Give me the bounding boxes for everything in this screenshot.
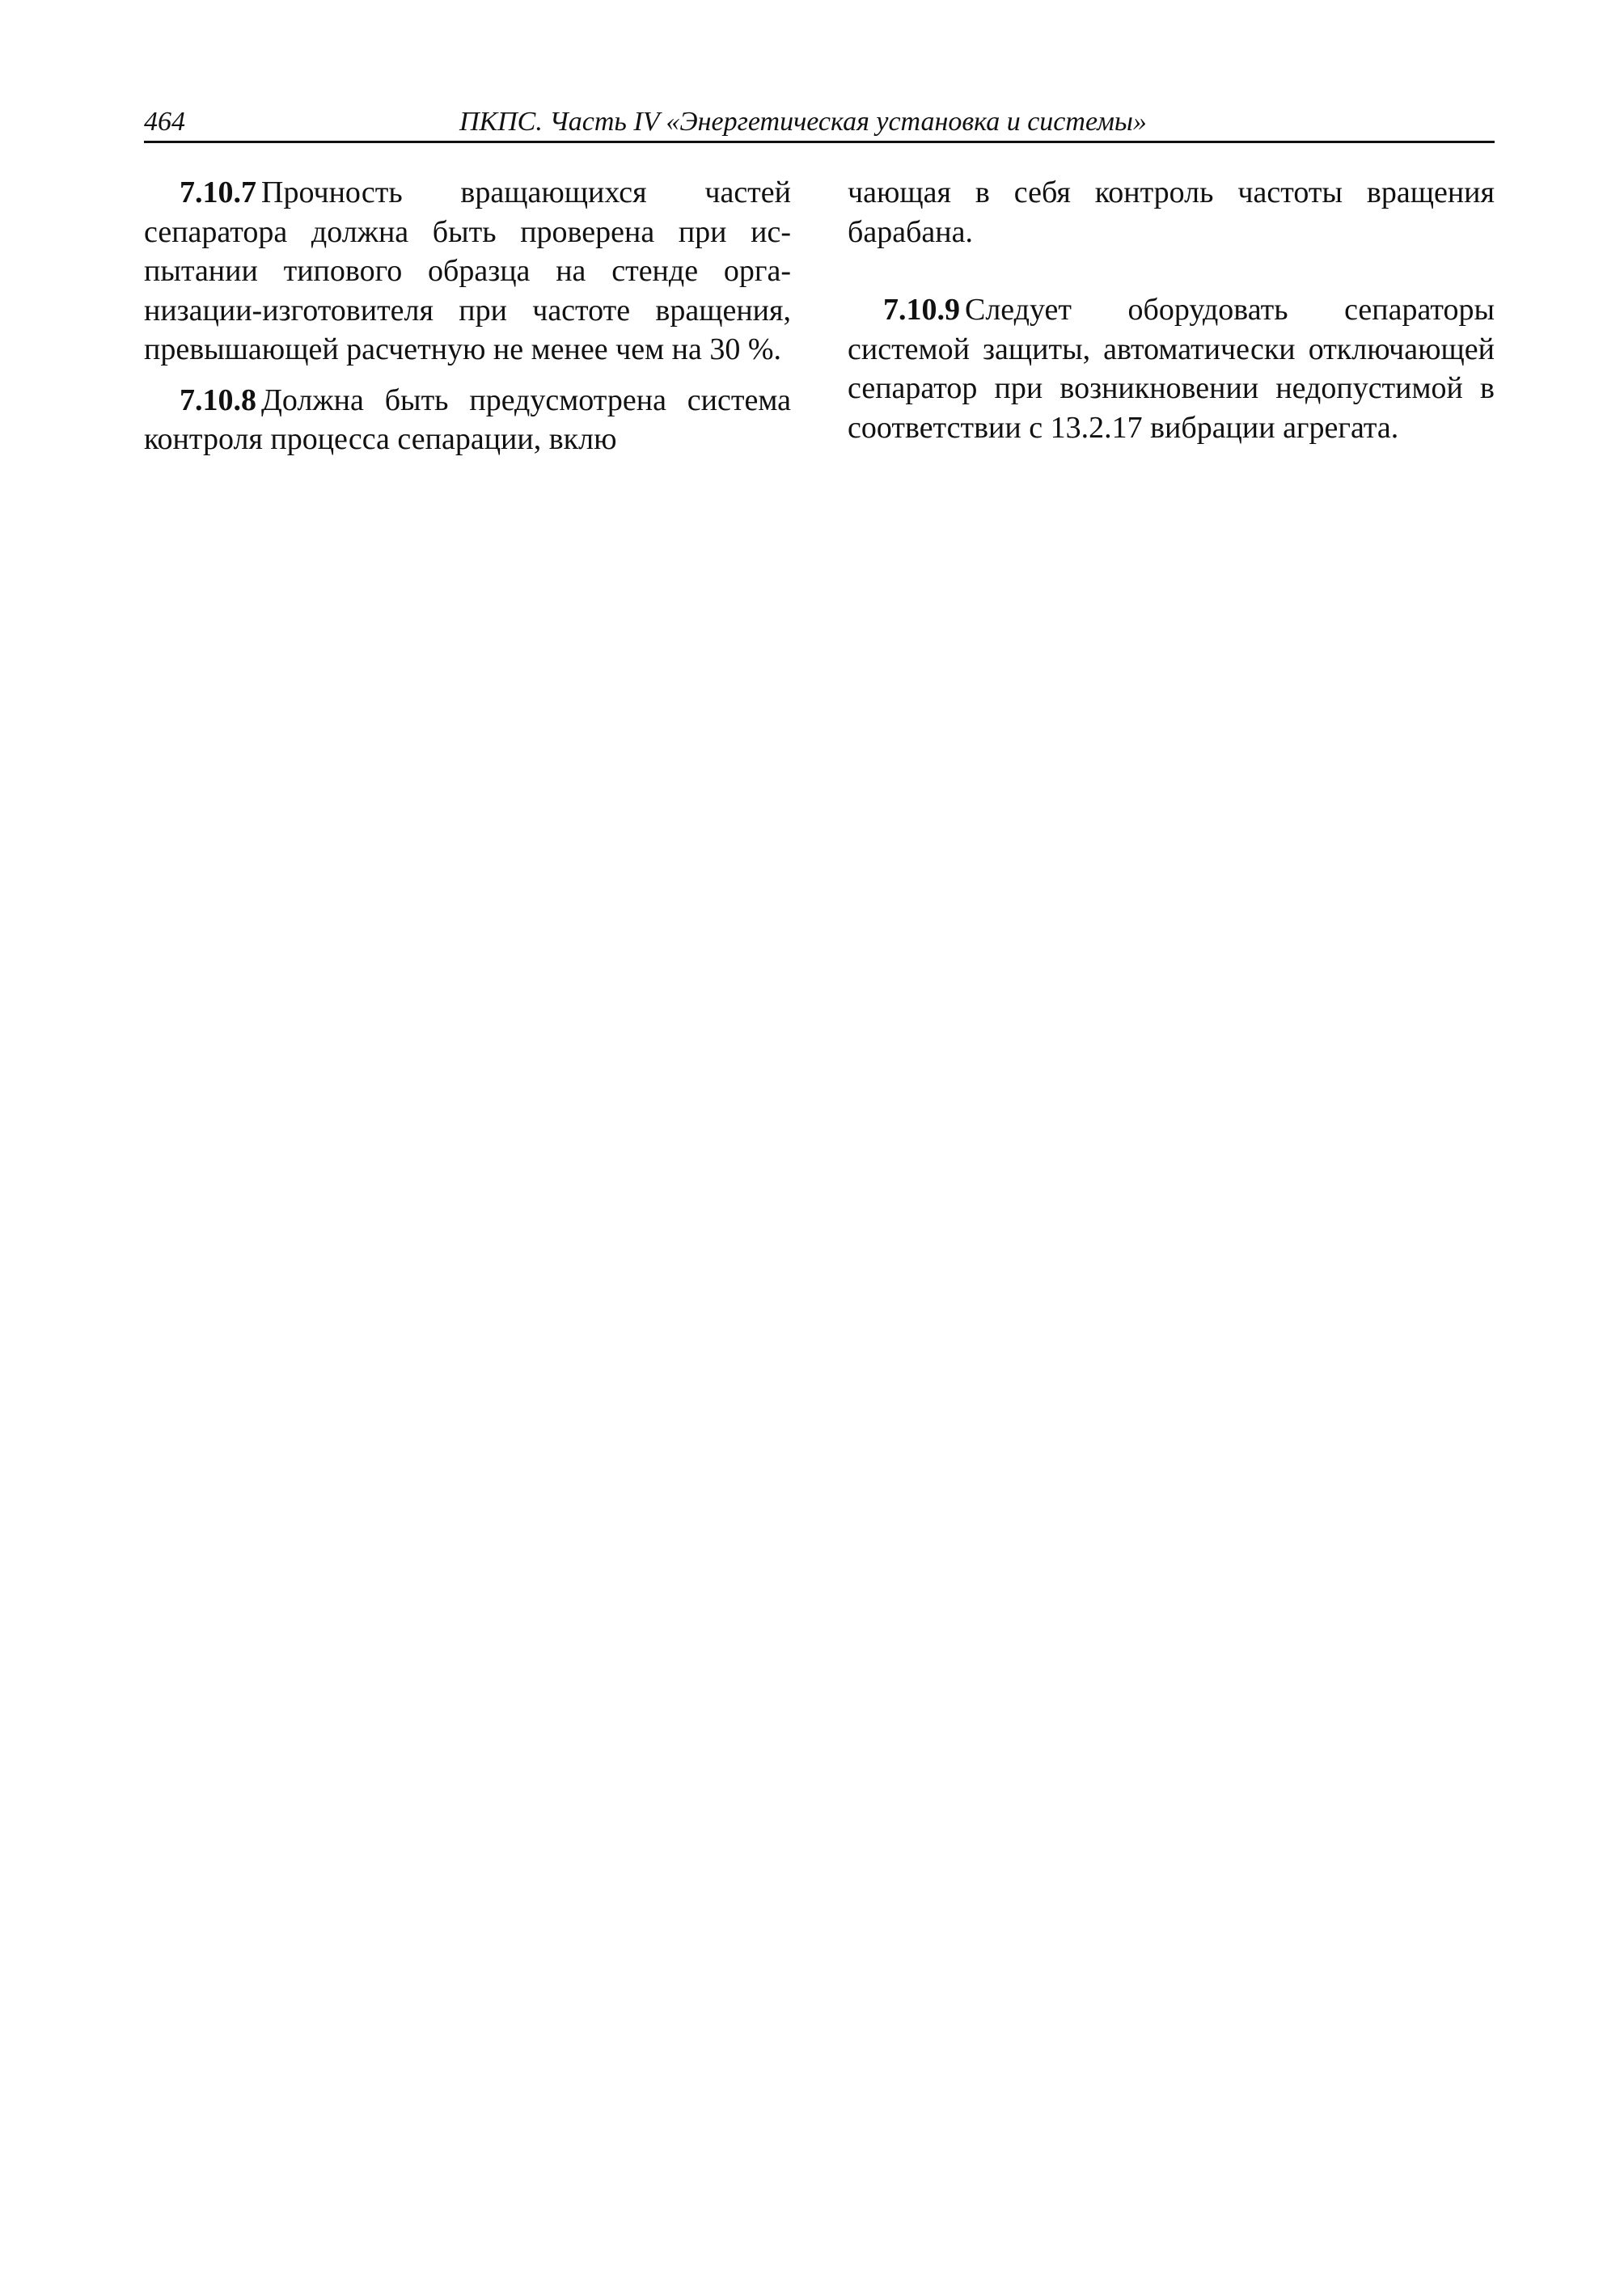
clause-text: Прочность вращающихся частей сепаратора должна быть проверена при испытании типового образца на стенде организации-изготовителя при частоте вращения, превышающей расчетную не менее чем на 30 %. <box>144 175 791 366</box>
left-column <box>144 173 791 459</box>
clause-text: Следует оборудовать сепараторы системой защиты, автоматически отключающей сепаратор при возникновении недопустимой в соответствии с 13.2.17 вибрации агрегата. <box>848 293 1495 445</box>
clause-number: 7.10.8 <box>180 383 256 417</box>
right-column <box>848 173 1495 447</box>
clause-7-10-7 <box>144 173 791 370</box>
page-header <box>144 104 1495 141</box>
clause-text: чающая в себя контроль частоты вращения барабана. <box>848 175 1495 249</box>
clause-number: 7.10.7 <box>180 175 256 209</box>
clause-text: Должна быть предусмотрена система контроля процесса сепарации, вклю <box>144 383 791 456</box>
clause-number: 7.10.9 <box>883 293 960 327</box>
clause-7-10-8 <box>144 381 791 459</box>
running-title: ПКПС. Часть IV «Энергетическая установка и системы» <box>459 107 1147 137</box>
clause-7-10-9 <box>848 290 1495 447</box>
clause-7-10-8-continuation <box>848 173 1495 252</box>
header-rule <box>144 141 1495 143</box>
page-number: 464 <box>144 107 185 137</box>
